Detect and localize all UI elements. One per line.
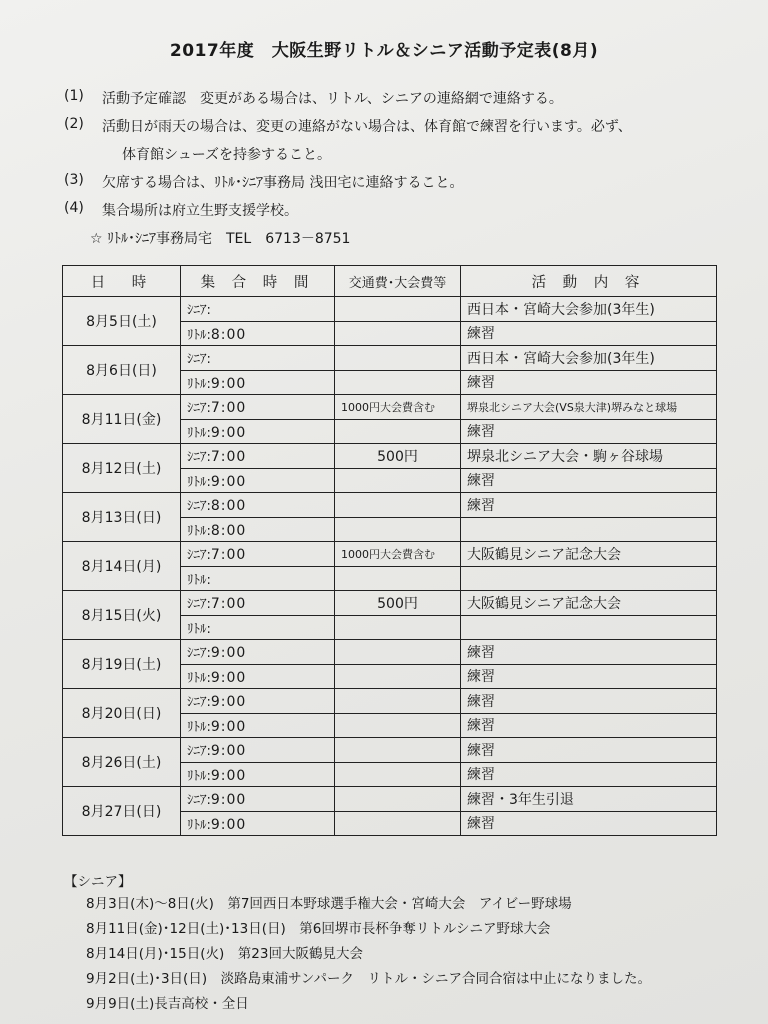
senior-event: 8月14日(月)･15日(火) 第23回大阪鶴見大会	[86, 946, 363, 962]
senior-label: ｼﾆｱ:	[187, 646, 211, 662]
senior-activity-cell: 堺泉北シニア大会・駒ヶ谷球場	[461, 444, 717, 469]
table-row	[63, 542, 717, 567]
senior-time-cell	[181, 591, 335, 616]
little-time-cell	[181, 468, 335, 493]
senior-time: 7:00	[210, 596, 247, 613]
little-time: 8:00	[210, 522, 247, 539]
little-activity-cell	[461, 615, 717, 640]
senior-time: 9:00	[210, 792, 247, 809]
note-number: (1)	[64, 88, 84, 104]
little-label: ﾘﾄﾙ:	[187, 327, 211, 343]
little-activity-cell: 練習	[461, 713, 717, 738]
little-fee-cell	[335, 762, 461, 787]
little-label: ﾘﾄﾙ:	[187, 425, 211, 441]
note-item	[64, 172, 744, 200]
senior-activity-cell: 練習	[461, 640, 717, 665]
note-item	[64, 144, 744, 172]
senior-activity-cell: 練習	[461, 689, 717, 714]
senior-label: ｼﾆｱ:	[187, 793, 211, 809]
page-title: 2017年度 大阪生野リトル＆シニア活動予定表(8月)	[169, 41, 599, 61]
table-row	[63, 591, 717, 616]
little-time: 8:00	[210, 326, 247, 343]
schedule-body	[63, 297, 717, 836]
little-time-cell	[181, 713, 335, 738]
little-label: ﾘﾄﾙ:	[187, 572, 211, 588]
little-fee-cell	[335, 615, 461, 640]
little-label: ﾘﾄﾙ:	[187, 376, 211, 392]
senior-activity-cell: 西日本・宮崎大会参加(3年生)	[461, 346, 717, 371]
table-row	[63, 787, 717, 812]
little-label: ﾘﾄﾙ:	[187, 523, 211, 539]
note-number: (3)	[64, 172, 84, 188]
senior-time: 7:00	[210, 449, 247, 466]
little-fee-cell	[335, 419, 461, 444]
little-activity-cell: 練習	[461, 811, 717, 836]
note-text: 活動日が雨天の場合は、変更の連絡がない場合は、体育館で練習を行います。必ず、	[102, 119, 632, 135]
little-label: ﾘﾄﾙ:	[187, 719, 211, 735]
senior-time-cell	[181, 787, 335, 812]
date-cell: 8月26日(土)	[63, 738, 181, 787]
little-time-cell	[181, 664, 335, 689]
little-activity-cell: 練習	[461, 370, 717, 395]
note-text: 活動予定確認 変更がある場合は、リトル、シニアの連絡網で連絡する。	[102, 91, 563, 107]
senior-activity-cell: 堺泉北シニア大会(VS泉大津)堺みなと球場	[461, 395, 717, 420]
little-time-cell	[181, 566, 335, 591]
senior-fee-cell	[335, 640, 461, 665]
little-label: ﾘﾄﾙ:	[187, 670, 211, 686]
little-label: ﾘﾄﾙ:	[187, 768, 211, 784]
table-row	[63, 346, 717, 371]
senior-fee-cell	[335, 297, 461, 322]
senior-label: ｼﾆｱ:	[187, 597, 211, 613]
little-time-cell	[181, 370, 335, 395]
senior-label: ｼﾆｱ:	[187, 401, 211, 417]
little-time-cell	[181, 321, 335, 346]
little-activity-cell: 練習	[461, 419, 717, 444]
senior-label: ｼﾆｱ:	[187, 352, 211, 368]
little-fee-cell	[335, 370, 461, 395]
table-row	[63, 640, 717, 665]
table-row	[63, 297, 717, 322]
senior-time-cell	[181, 395, 335, 420]
little-time-cell	[181, 517, 335, 542]
little-fee-cell	[335, 566, 461, 591]
little-time-cell	[181, 762, 335, 787]
senior-time: 9:00	[210, 645, 247, 662]
little-activity-cell	[461, 517, 717, 542]
senior-heading: 【シニア】	[64, 874, 132, 890]
senior-activity-cell: 練習	[461, 493, 717, 518]
little-activity-cell: 練習	[461, 762, 717, 787]
senior-activity-cell: 西日本・宮崎大会参加(3年生)	[461, 297, 717, 322]
little-activity-cell: 練習	[461, 468, 717, 493]
little-time: 9:00	[210, 767, 247, 784]
date-cell: 8月5日(土)	[63, 297, 181, 346]
senior-fee-cell: 500円	[335, 591, 461, 616]
senior-activity-cell: 練習・3年生引退	[461, 787, 717, 812]
little-activity-cell: 練習	[461, 321, 717, 346]
little-fee-cell	[335, 321, 461, 346]
senior-activity-cell: 練習	[461, 738, 717, 763]
date-cell: 8月19日(土)	[63, 640, 181, 689]
little-time: 9:00	[210, 669, 247, 686]
senior-time: 9:00	[210, 743, 247, 760]
senior-label: ｼﾆｱ:	[187, 450, 211, 466]
senior-time-cell	[181, 640, 335, 665]
note-item	[64, 88, 744, 116]
little-fee-cell	[335, 468, 461, 493]
note-text: 集合場所は府立生野支援学校。	[102, 203, 298, 219]
little-time: 9:00	[210, 424, 247, 441]
senior-activity-cell: 大阪鶴見シニア記念大会	[461, 542, 717, 567]
header-date: 日 時	[63, 266, 181, 297]
note-item	[64, 200, 744, 228]
senior-section	[64, 870, 754, 1017]
senior-time-cell	[181, 689, 335, 714]
notes-list	[64, 88, 744, 256]
senior-event: 9月2日(土)･3日(日) 淡路島東浦サンパーク リトル・シニア合同合宿は中止になりました。	[86, 971, 651, 987]
senior-fee-cell	[335, 738, 461, 763]
little-time-cell	[181, 419, 335, 444]
senior-time: 9:00	[210, 694, 247, 711]
note-number: (4)	[64, 200, 84, 216]
senior-fee-cell	[335, 787, 461, 812]
senior-activity-cell: 大阪鶴見シニア記念大会	[461, 591, 717, 616]
little-label: ﾘﾄﾙ:	[187, 621, 211, 637]
note-item	[64, 116, 744, 144]
senior-time: 7:00	[210, 400, 247, 417]
little-activity-cell: 練習	[461, 664, 717, 689]
table-row	[63, 493, 717, 518]
senior-fee-cell	[335, 493, 461, 518]
senior-time: 7:00	[210, 547, 247, 564]
table-row	[63, 738, 717, 763]
little-time: 9:00	[210, 375, 247, 392]
date-cell: 8月27日(日)	[63, 787, 181, 836]
little-time-cell	[181, 615, 335, 640]
senior-event: 9月9日(土)長吉高校・全日	[86, 996, 249, 1012]
senior-label: ｼﾆｱ:	[187, 499, 211, 515]
senior-fee-cell	[335, 346, 461, 371]
date-cell: 8月11日(金)	[63, 395, 181, 444]
senior-time-cell	[181, 444, 335, 469]
note-text: 体育館シューズを持参すること。	[122, 147, 332, 163]
little-label: ﾘﾄﾙ:	[187, 817, 211, 833]
header-fee: 交通費･大会費等	[335, 266, 461, 297]
senior-time-cell	[181, 738, 335, 763]
little-fee-cell	[335, 713, 461, 738]
date-cell: 8月6日(日)	[63, 346, 181, 395]
little-fee-cell	[335, 811, 461, 836]
header-time: 集 合 時 間	[181, 266, 335, 297]
senior-fee-cell: 1000円大会費含む	[335, 395, 461, 420]
date-cell: 8月20日(日)	[63, 689, 181, 738]
little-time: 9:00	[210, 718, 247, 735]
senior-time: 8:00	[210, 498, 247, 515]
little-time: 9:00	[210, 473, 247, 490]
date-cell: 8月12日(土)	[63, 444, 181, 493]
table-row	[63, 444, 717, 469]
senior-fee-cell: 1000円大会費含む	[335, 542, 461, 567]
schedule-table	[62, 265, 717, 836]
little-fee-cell	[335, 517, 461, 542]
date-cell: 8月15日(火)	[63, 591, 181, 640]
senior-fee-cell	[335, 689, 461, 714]
senior-time-cell	[181, 346, 335, 371]
table-header-row	[63, 266, 717, 297]
senior-time-cell	[181, 297, 335, 322]
senior-time-cell	[181, 542, 335, 567]
little-time-cell	[181, 811, 335, 836]
little-time: 9:00	[210, 816, 247, 833]
date-cell: 8月13日(日)	[63, 493, 181, 542]
senior-label: ｼﾆｱ:	[187, 744, 211, 760]
senior-label: ｼﾆｱ:	[187, 303, 211, 319]
note-text: 欠席する場合は、ﾘﾄﾙ･ｼﾆｱ事務局 浅田宅に連絡すること。	[102, 175, 464, 191]
office-phone: ☆ ﾘﾄﾙ･ｼﾆｱ事務局宅 TEL 6713－8751	[90, 231, 351, 247]
little-fee-cell	[335, 664, 461, 689]
note-number: (2)	[64, 116, 84, 132]
date-cell: 8月14日(月)	[63, 542, 181, 591]
senior-label: ｼﾆｱ:	[187, 695, 211, 711]
header-activity: 活 動 内 容	[461, 266, 717, 297]
table-row	[63, 395, 717, 420]
senior-time-cell	[181, 493, 335, 518]
senior-fee-cell: 500円	[335, 444, 461, 469]
senior-event: 8月11日(金)･12日(土)･13日(日) 第6回堺市長杯争奪リトルシニア野球大会	[86, 921, 551, 937]
senior-label: ｼﾆｱ:	[187, 548, 211, 564]
table-row	[63, 689, 717, 714]
little-activity-cell	[461, 566, 717, 591]
senior-event: 8月3日(木)～8日(火) 第7回西日本野球選手権大会・宮崎大会 アイビー野球場	[86, 896, 572, 912]
little-label: ﾘﾄﾙ:	[187, 474, 211, 490]
